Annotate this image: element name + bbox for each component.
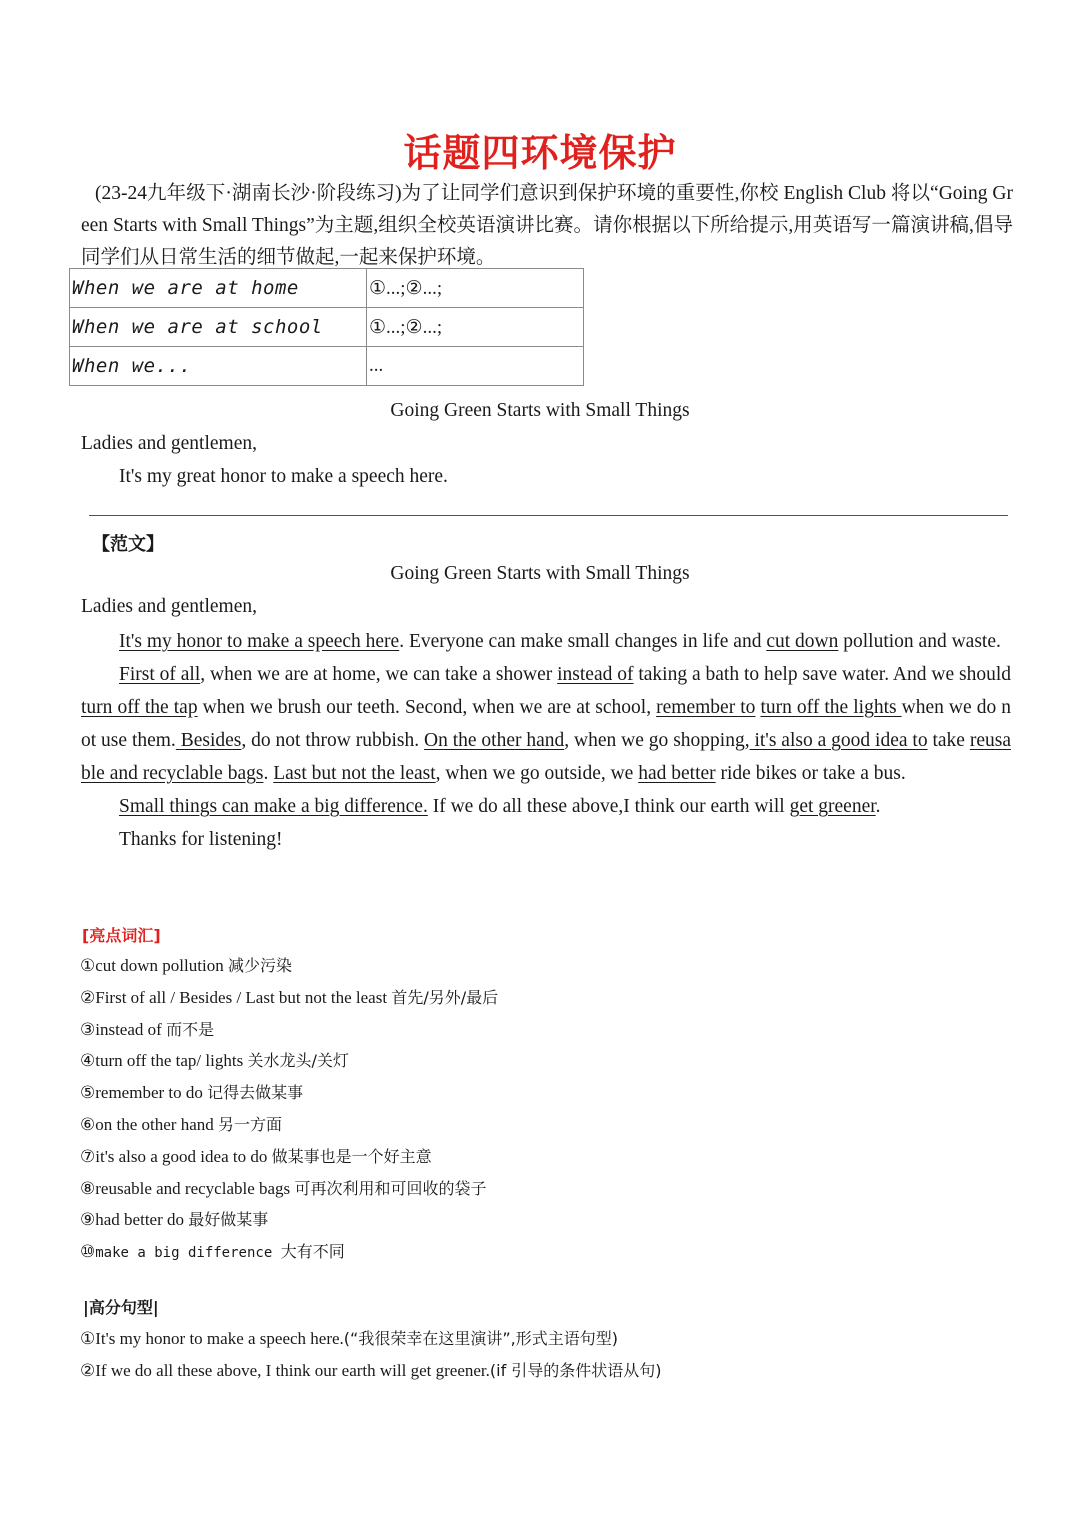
divider <box>89 515 1008 516</box>
key-phrase: Besides <box>175 730 242 751</box>
key-phrase: had better <box>638 763 716 784</box>
key-phrase: it's also a good idea to <box>749 730 928 751</box>
list-item: ②If we do all these above, I think our earth will get greener.(if 引导的条件状语从句) <box>80 1361 662 1380</box>
model-essay <box>81 625 1011 856</box>
essay-paragraph-3: Small things can make a big difference. If we do all these above,I think our earth will get greener. <box>119 796 881 817</box>
intro-text: (23-24九年级下·湖南长沙·阶段练习)为了让同学们意识到保护环境的重要性,你校 English Club 将以“Going Green Starts with Small Things”为主题,组织全校英语演讲比赛。请你根据以下所给提示,用英语写一篇演讲稿,倡导同学们从日常生活的细节做起,一起来保护环境。 <box>81 183 1013 268</box>
highlights-list <box>80 950 498 1268</box>
list-item: ⑩make a big difference 大有不同 <box>80 1242 345 1262</box>
speech-greeting: Ladies and gentlemen, <box>81 433 257 454</box>
essay-closing: Thanks for listening! <box>119 829 283 850</box>
row-value: ①...;②...; <box>367 269 584 308</box>
row-value: ①...;②...; <box>367 308 584 347</box>
row-value: ... <box>367 347 584 386</box>
list-item: ⑥on the other hand 另一方面 <box>80 1114 283 1134</box>
list-item: ⑤remember to do 记得去做某事 <box>80 1083 304 1103</box>
list-item: ①It's my honor to make a speech here.(“我很荣幸在这里演讲”,形式主语句型) <box>80 1329 618 1348</box>
list-item: ③instead of 而不是 <box>80 1019 215 1039</box>
table-row <box>70 269 584 308</box>
model-greeting: Ladies and gentlemen, <box>81 596 257 617</box>
key-phrase: Last but not the least <box>273 763 436 784</box>
model-title: Going Green Starts with Small Things <box>390 563 690 584</box>
row-label: When we are at home <box>70 269 367 308</box>
essay-paragraph-2: First of all, when we are at home, we can take a shower instead of taking a bath to help save water. And we should turn off the tap when we brush our teeth. Second, when we are at school, remember to turn off the lights when we do not use them. Besides, do not throw rubbish. On the other hand, when we go shopping, it's also a good idea to take reusable and recyclable bags. Last but not the least, when we go outside, we had better ride bikes or take a bus. <box>81 664 1011 784</box>
page-title: 话题四环境保护 <box>403 131 677 175</box>
key-phrase: turn off the lights <box>760 697 902 718</box>
speech-opening: It's my great honor to make a speech here. <box>119 466 448 487</box>
table-row <box>70 308 584 347</box>
essay-paragraph-1: It's my honor to make a speech here. Everyone can make small changes in life and cut down pollution and waste. <box>119 631 1001 652</box>
task-instructions <box>81 178 1013 274</box>
key-phrase: First of all <box>119 664 201 685</box>
highlights-heading: [亮点词汇] <box>82 926 161 945</box>
list-item: ⑧reusable and recyclable bags 可再次利用和可回收的袋子 <box>80 1178 487 1198</box>
key-phrase: instead of <box>557 664 634 685</box>
key-phrase: cut down <box>766 631 839 652</box>
prompt-table <box>69 268 584 386</box>
speech-title: Going Green Starts with Small Things <box>390 400 690 421</box>
key-phrase: get greener <box>789 796 876 817</box>
key-phrase: Small things can make a big difference. <box>119 796 428 817</box>
list-item: ⑨had better do 最好做某事 <box>80 1210 269 1230</box>
list-item: ④turn off the tap/ lights 关水龙头/关灯 <box>80 1051 349 1071</box>
row-label: When we are at school <box>70 308 367 347</box>
sentences-heading: |高分句型| <box>83 1298 159 1317</box>
key-phrase: remember to <box>656 697 756 718</box>
list-item: ①cut down pollution 减少污染 <box>80 956 292 975</box>
list-item: ⑦it's also a good idea to do 做某事也是一个好主意 <box>80 1146 432 1166</box>
model-essay-tag: 【范文】 <box>92 534 164 555</box>
key-phrase: On the other hand <box>423 730 565 751</box>
table-row <box>70 347 584 386</box>
key-phrase: turn off the tap <box>81 697 198 718</box>
list-item: ②First of all / Besides / Last but not the least 首先/另外/最后 <box>80 987 499 1007</box>
row-label: When we... <box>70 347 367 386</box>
key-phrase: reusable and recyclable bags <box>81 730 1011 784</box>
key-phrase: It's my honor to make a speech here <box>119 631 400 652</box>
